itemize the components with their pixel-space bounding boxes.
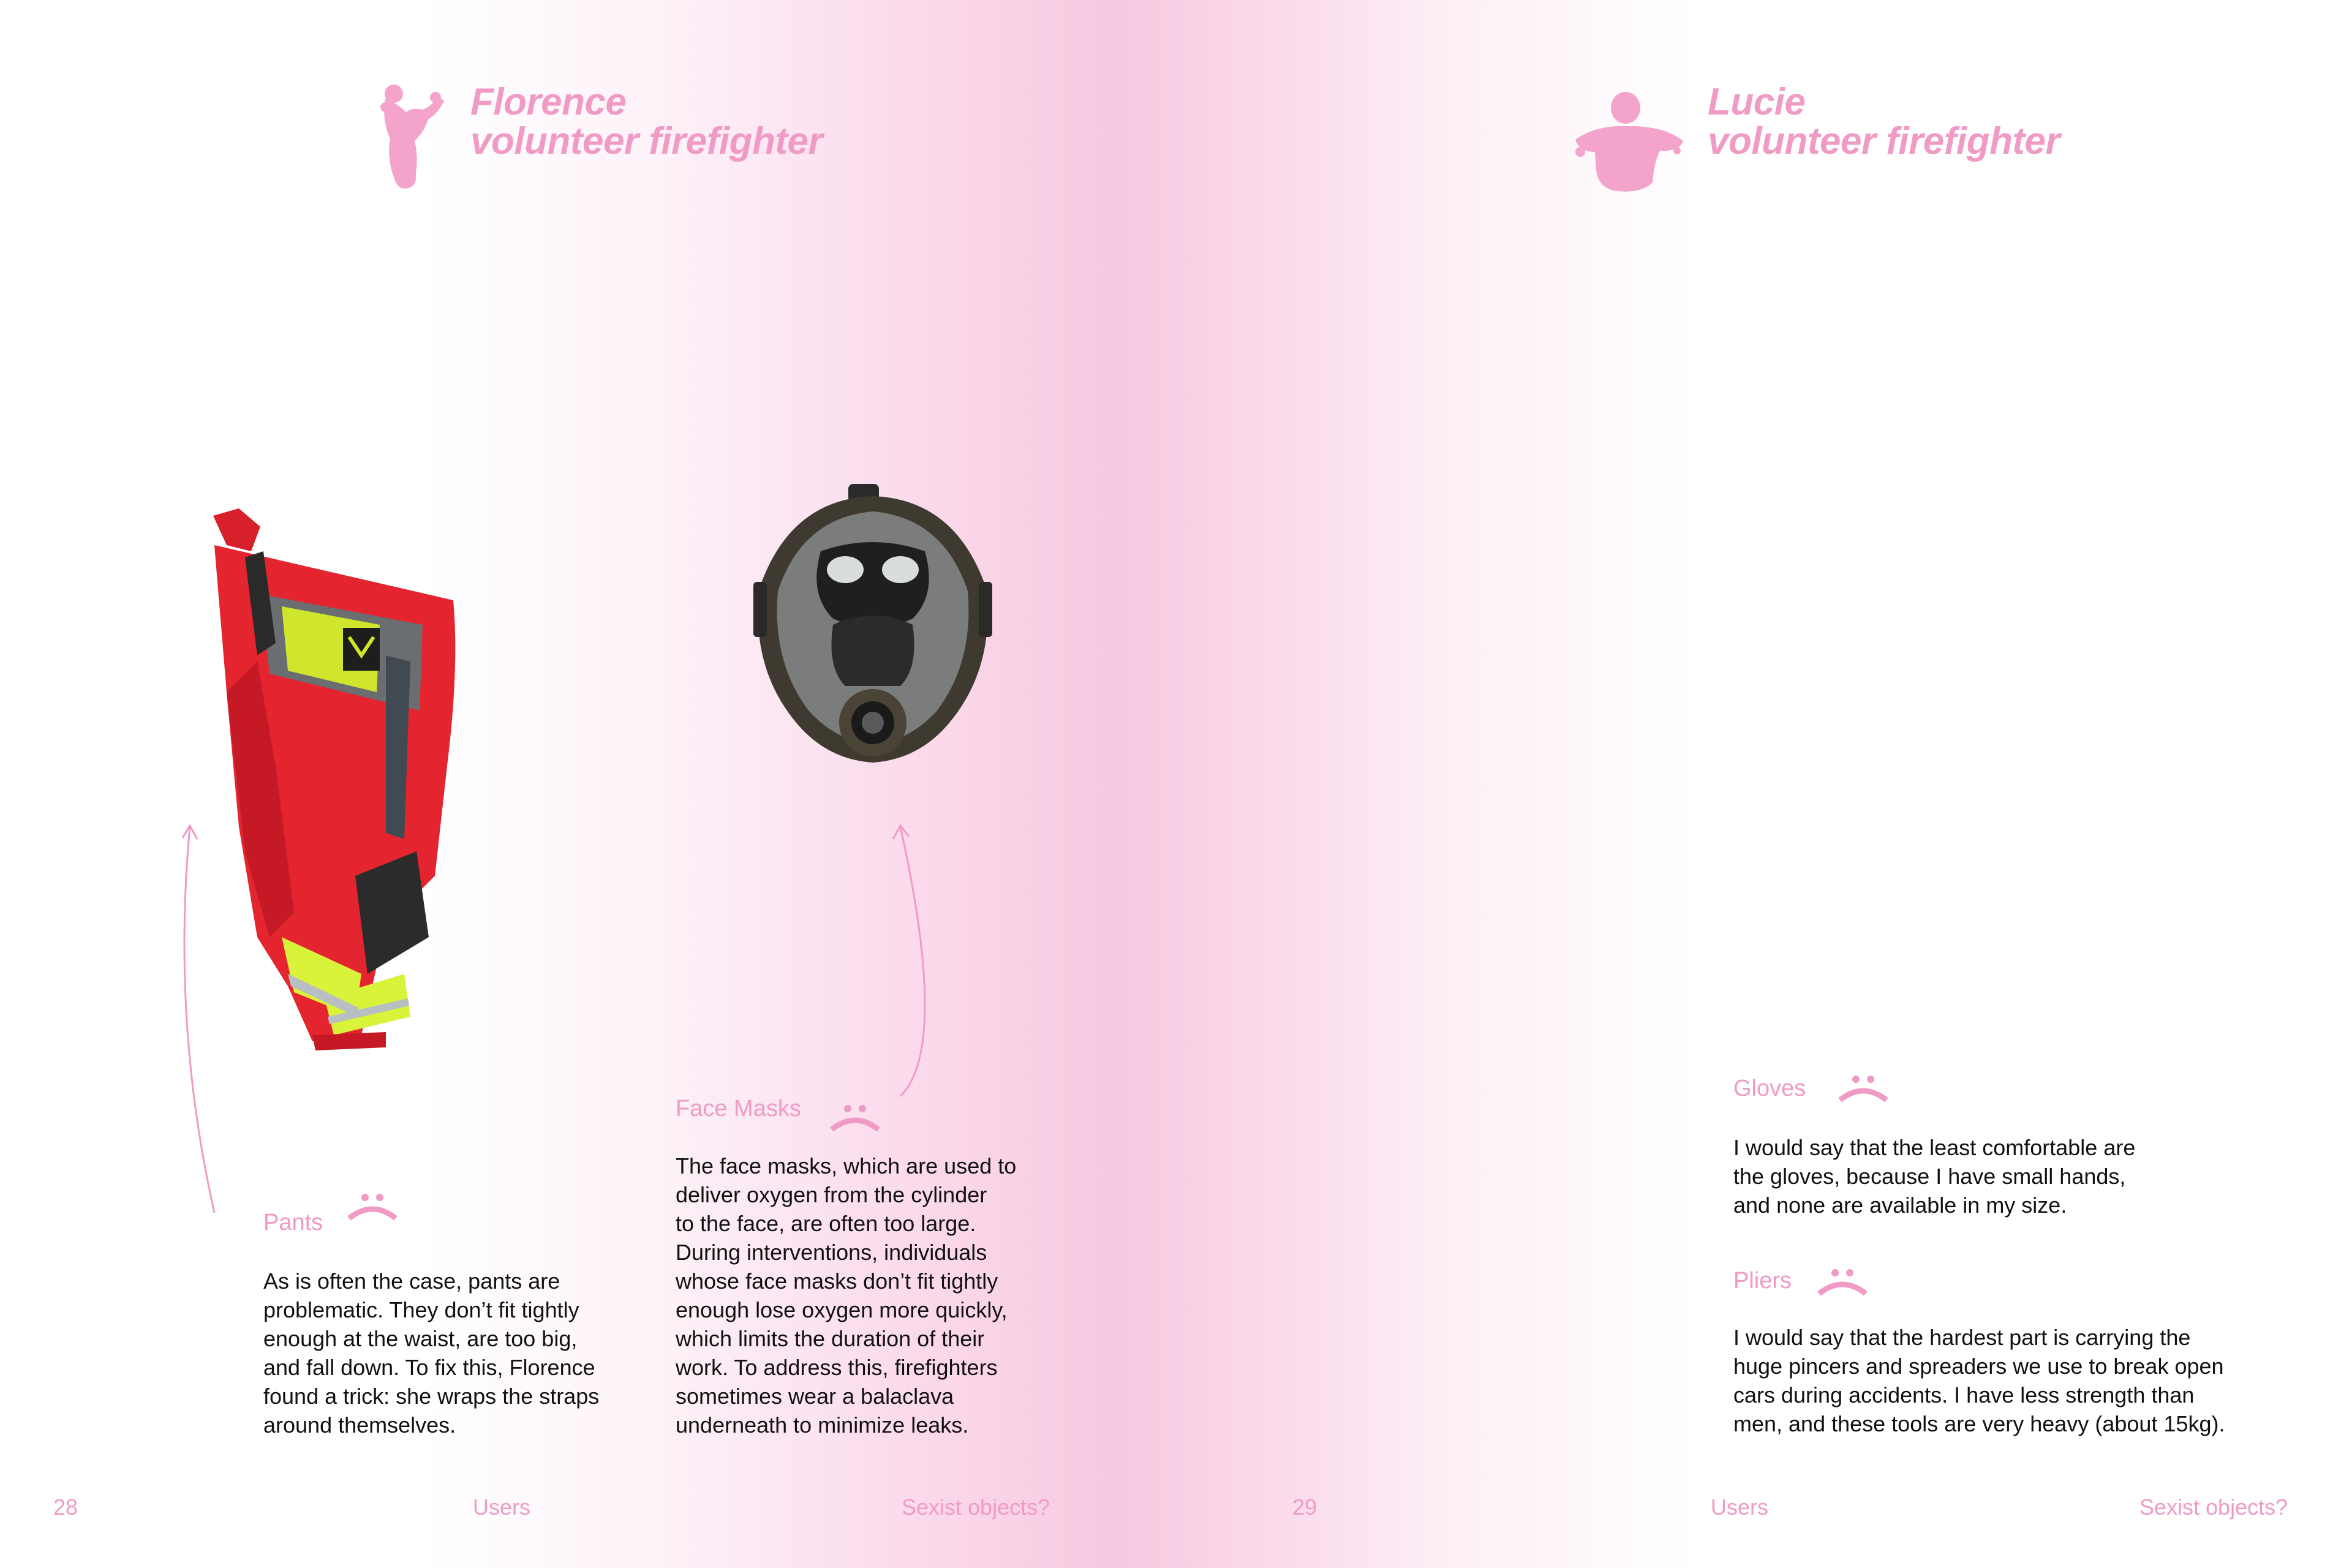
face-masks-label: Face Masks [676,1096,801,1121]
pliers-label: Pliers [1733,1268,1792,1294]
face-masks-description [676,1152,1080,1439]
text-line: I would say that the least comfortable are [1733,1135,2136,1160]
person-name: Florence [470,81,627,123]
text-line: huge pincers and spreaders we use to break open [1733,1354,2224,1379]
footer-publication: Sexist objects? [2139,1494,2288,1520]
gloves-description [1733,1133,2260,1219]
person-silhouette-icon [1574,91,1684,195]
text-line: which limits the duration of their [676,1326,985,1351]
text-line: enough at the waist, are too big, [263,1326,578,1351]
pants-arrow [159,815,233,1219]
text-line: men, and these tools are very heavy (about 15kg). [1733,1411,2225,1436]
pants-strap [213,508,260,551]
text-line: found a trick: she wraps the straps [263,1384,600,1409]
text-line: During interventions, individuals [676,1240,987,1265]
person-icon [377,83,450,193]
frown-icon [344,1191,401,1222]
frown-icon [827,1102,883,1133]
person-role: volunteer firefighter [470,120,823,162]
text-line: to the face, are often too large. [676,1211,976,1236]
page-number: 29 [1292,1494,1317,1520]
page-number: 28 [53,1494,78,1520]
frown-icon [1835,1073,1891,1104]
text-line: cars during accidents. I have less strength than [1733,1382,2195,1408]
text-line: problematic. They don’t fit tightly [263,1297,579,1322]
text-line: I would say that the hardest part is carrying the [1733,1325,2191,1350]
text-line: around themselves. [263,1412,456,1438]
text-line: and none are available in my size. [1733,1193,2067,1218]
text-line: whose face masks don’t fit tightly [676,1268,998,1294]
pants-label: Pants [263,1210,323,1235]
face-mask-illustration [753,484,992,772]
text-line: sometimes wear a balaclava [676,1384,954,1409]
text-line: underneath to minimize leaks. [676,1412,969,1438]
footer-section: Users [1711,1494,1769,1520]
pants-illustration [202,508,472,1060]
footer-section: Users [473,1494,531,1520]
person-name: Lucie [1708,81,1806,123]
frown-icon [1814,1267,1871,1297]
text-line: The face masks, which are used to [676,1153,1017,1178]
text-line: enough lose oxygen more quickly, [676,1297,1008,1322]
gloves-label: Gloves [1733,1076,1806,1101]
text-line: deliver oxygen from the cylinder [676,1182,987,1207]
person-silhouette-icon [377,83,450,193]
text-line: work. To address this, firefighters [676,1355,998,1380]
person-icon [1574,91,1684,195]
footer-publication: Sexist objects? [902,1494,1050,1520]
face-mask-arrow [882,815,956,1102]
text-line: the gloves, because I have small hands, [1733,1164,2126,1189]
pliers-description [1733,1323,2321,1438]
pants-description [263,1267,655,1439]
text-line: As is often the case, pants are [263,1268,560,1294]
person-role: volunteer firefighter [1708,120,2060,162]
text-line: and fall down. To fix this, Florence [263,1355,595,1380]
